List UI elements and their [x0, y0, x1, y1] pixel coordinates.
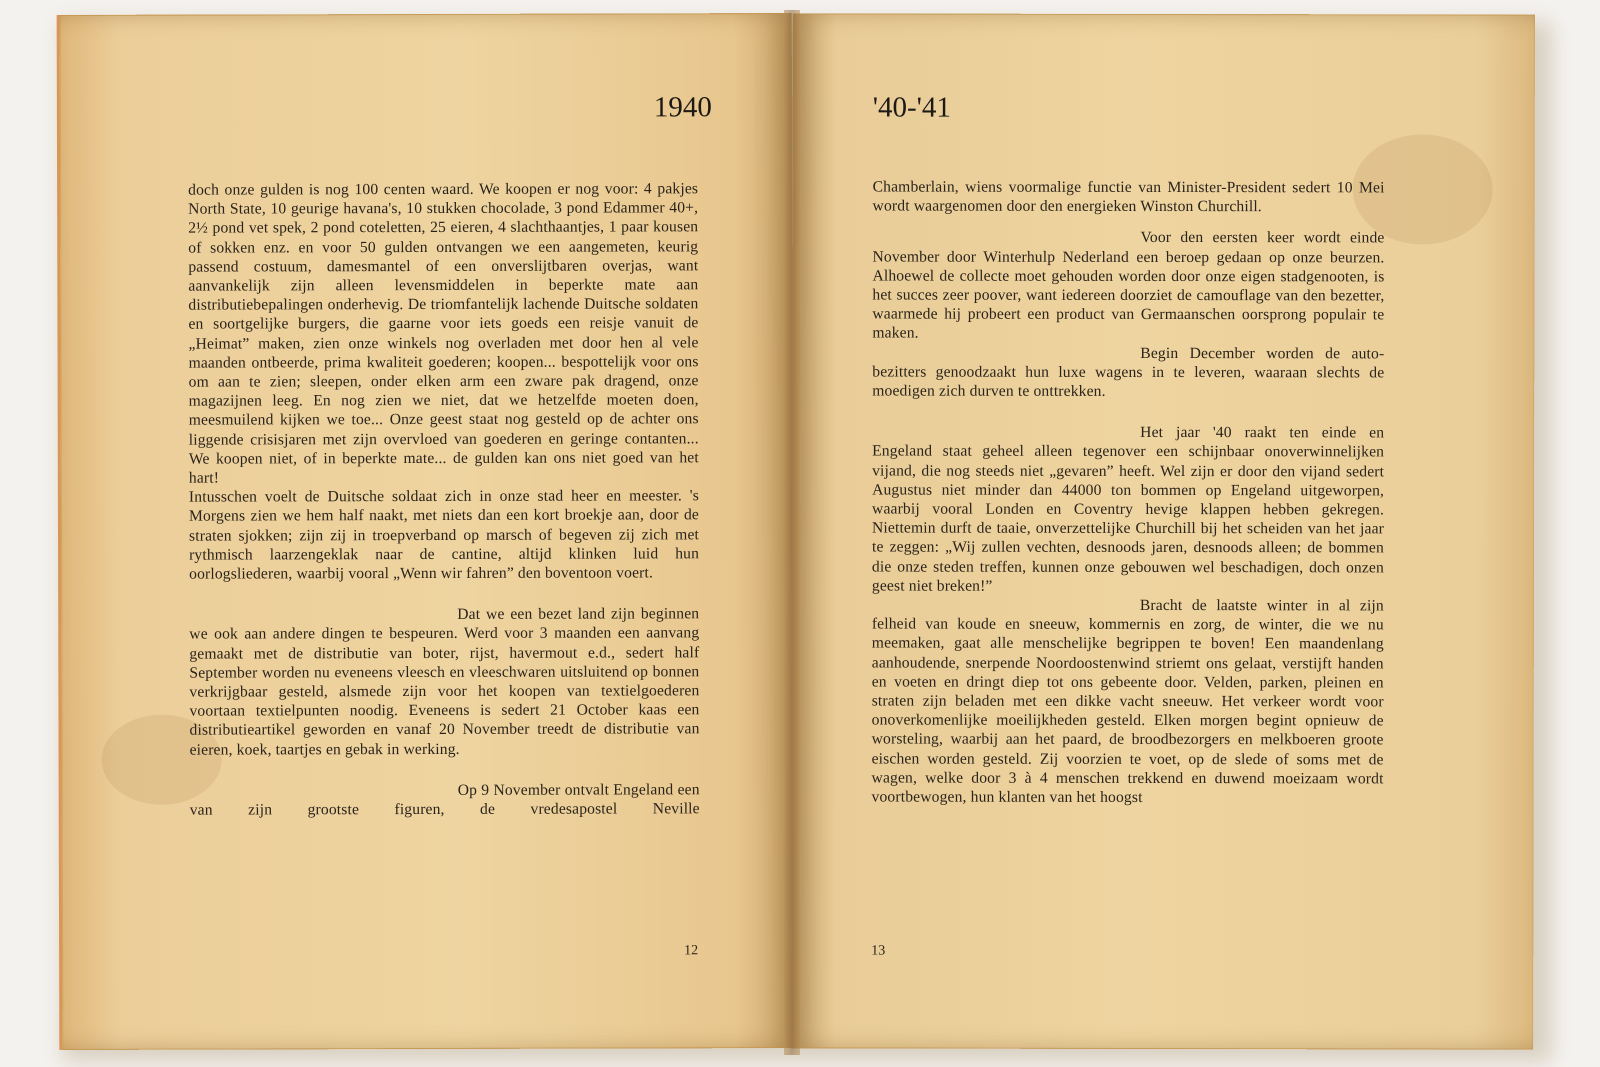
- paragraph: Het jaar '40 raakt ten einde en Engeland staat geheel alleen tegenover een schijnbaar onoverwinnelijken vijand, die nog steeds niet „gevaren” heeft. Wel zijn er door den vijand sedert Augustus niet minder dan 44000 ton bommen op Engeland uitgeworpen, waarbij vooral Londen en Coventry hevige klappen hebben gekregen. Niettemin durft de taaie, onverzettelijke Churchill bij het scheiden van het jaar te zeggen: „Wij zullen vechten, desnoods jaren, desnoods alleen; de bommen die onze steden treffen, kunnen onze gebouwen wel beschadigen, doch onzen geest niet breken!”: [871, 424, 1385, 595]
- book-gutter: [784, 10, 800, 1055]
- paragraph: Begin December worden de auto-bezitters genoodzaakt hun luxe wagens in te leveren, waaraan slechts de moedigen zich durven te onttrekken.: [872, 344, 1385, 400]
- paragraph: Intusschen voelt de Duitsche soldaat zich in onze stad heer en meester. 's Morgens zien we hem half naakt, met niets dan een kort broekje aan, door de straten sjokken; zijn zij in troepverband op marsch of begeven zij zich met rythmisch laarzengeklak naar de cantine, altijd klinken luid hun oorlogsliederen, waarbij vooral „Wenn wir fahren” den boventoon voert.: [188, 487, 700, 583]
- page-body: [188, 179, 700, 820]
- left-page: [57, 13, 795, 1050]
- paragraph: Voor den eersten keer wordt einde November door Winterhulp Nederland een beroep gedaan op onze beurzen. Alhoewel de collecte moet gehouden worden door onze eigen stadgenooten, is het succes zeer poover, want iedereen doorziet de camouflage van den bezetter, waarmede hij probeert een product van Germaanschen oorsprong populair te maken.: [872, 229, 1385, 342]
- page-body: [872, 177, 1385, 807]
- right-page: [791, 13, 1535, 1049]
- paragraph: Chamberlain, wiens voormalige functie van Minister-President sedert 10 Mei wordt waargenomen door den energieken Winston Churchill.: [872, 178, 1385, 216]
- page-heading: 1940: [653, 91, 712, 124]
- page-number: 12: [684, 943, 699, 959]
- page-heading: '40-'41: [872, 91, 951, 124]
- paragraph: doch onze gulden is nog 100 centen waard. We koopen er nog voor: 4 pakjes North State, 10 geurige havana's, 10 stukken chocolade, 3 pond Edammer 40+, 2½ pond vet spek, 2 pond coteletten, 25 eieren, 4 slachthaantjes, 1 paar kousen of sokken enz. en voor 50 gulden ontvangen we een aangemeten, keurig passend costuum, damesmantel of een onverslijtbaren overjas, want aanvankelijk zijn alleen levensmiddelen in beperkte mate aan distributiebepalingen onderhevig. De triomfantelijk lachende Duitsche soldaten en soortgelijke burgers, die gaarne voor iets goeds een reisje vanuit de „Heimat” maken, zien onze winkels nog overladen met door hen al vele maanden ontbeerde, prima kwaliteit goederen; koopen... bespottelijk voor ons om aan te zien; sleepen, onder elken arm een zware pak dragend, onze magazijnen leeg. En nog zien we niet, dat we hetzelfde moeten doen, meesmuilend kijken we toe... Onze geest staat nog gesteld op de achter ons liggende crisisjaren met zijn overvloed van goederen en geringe contanten... We koopen niet, of in beperkte mate... de gulden kan ons niet goed van het hart!: [188, 180, 699, 487]
- paragraph: Bracht de laatste winter in al zijn felheid van koude en sneeuw, kommernis en zorg, de winter, die we nu meemaken, gaat alle menschelijke begrippen te boven! Een maandenlang aanhoudende, snerpende Noordoostenwind striemt ons gelaat, verstijft handen en voeten en dringt diep tot ons gebeente door. Velden, parken, pleinen en straten zijn beladen met een dikke vacht sneeuw. Het verkeer wordt voor onoverkomenlijke moeilijkheden gesteld. Elken morgen begint opnieuw de worsteling, waarbij aan het paard, de broodbezorgers en melkboeren groote eischen worden gesteld. Zij voorzien te voet, op de slede of soms met de wagen, welke door 3 à 4 menschen trekkend en duwend moeizaam wordt voortbewogen, hun klanten van het hoogst: [871, 597, 1384, 807]
- paragraph: Op 9 November ontvalt Engeland een van zijn grootste figuren, de vredesapostel Neville: [189, 781, 700, 819]
- paragraph: Dat we een bezet land zijn beginnen we ook aan andere dingen te bespeuren. Werd voor 3 maanden een aanvang gemaakt met de distributie van boter, rijst, havermout e.d., sedert half September worden nu eveneens vleesch en vleeschwaren uitsluitend op bonnen verkrijgbaar gesteld, alsmede zijn voor het koopen van textielgoederen voortaan textielpunten noodig. Eveneens is sedert 21 October kaas een distributieartikel geworden en vanaf 20 November treedt de distributie van eieren, koek, taartjes en gebak in werking.: [189, 605, 700, 759]
- page-number: 13: [871, 943, 886, 959]
